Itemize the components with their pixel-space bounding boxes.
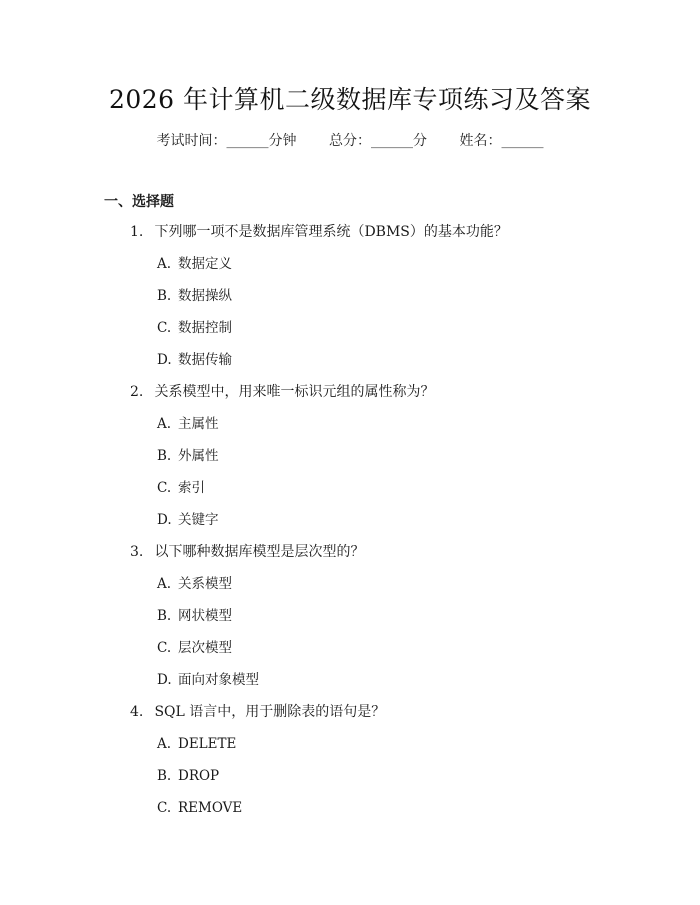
question-stem <box>0 220 700 252</box>
option-item <box>0 252 700 284</box>
question-stem <box>0 380 700 412</box>
option-text: REMOVE <box>178 800 243 816</box>
option-letter: A. <box>157 416 172 432</box>
option-text: 数据定义 <box>178 256 232 272</box>
option-text: 层次模型 <box>178 640 232 656</box>
option-letter: C. <box>157 640 172 656</box>
option-letter: B. <box>157 768 172 784</box>
option-text: 关系模型 <box>178 576 232 592</box>
question-item <box>0 220 700 380</box>
option-letter: B. <box>157 448 172 464</box>
option-item <box>0 476 700 508</box>
option-item <box>0 572 700 604</box>
question-stem <box>0 540 700 572</box>
option-item <box>0 412 700 444</box>
question-item <box>0 540 700 700</box>
document-title: 2026 年计算机二级数据库专项练习及答案 <box>108 85 592 114</box>
option-item <box>0 508 700 540</box>
option-text: 面向对象模型 <box>178 672 259 688</box>
option-item <box>0 348 700 380</box>
question-item <box>0 700 700 828</box>
question-list <box>0 220 700 828</box>
name-field: 姓名：______ <box>459 133 544 149</box>
question-text: SQL 语言中，用于删除表的语句是？ <box>154 704 386 720</box>
exam-meta <box>0 130 700 152</box>
question-stem <box>0 700 700 732</box>
option-text: 关键字 <box>178 512 219 528</box>
option-text: 数据操纵 <box>178 288 232 304</box>
option-item <box>0 444 700 476</box>
question-number: 3. <box>130 544 144 560</box>
option-item <box>0 636 700 668</box>
question-text: 以下哪种数据库模型是层次型的？ <box>154 544 365 560</box>
option-text: DROP <box>178 768 220 784</box>
option-letter: C. <box>157 480 172 496</box>
section-heading: 一、选择题 <box>104 194 174 210</box>
option-text: 索引 <box>178 480 205 496</box>
option-item <box>0 604 700 636</box>
option-letter: A. <box>157 256 172 272</box>
option-text: DELETE <box>178 736 237 752</box>
option-item <box>0 668 700 700</box>
exam-time-field: 考试时间：______分钟 <box>156 133 297 149</box>
option-item <box>0 284 700 316</box>
option-letter: D. <box>157 352 172 368</box>
question-number: 2. <box>130 384 144 400</box>
option-item <box>0 796 700 828</box>
option-letter: C. <box>157 800 172 816</box>
option-letter: D. <box>157 512 172 528</box>
option-item <box>0 732 700 764</box>
question-text: 下列哪一项不是数据库管理系统（DBMS）的基本功能？ <box>154 224 508 240</box>
option-text: 数据传输 <box>178 352 232 368</box>
option-item <box>0 316 700 348</box>
option-text: 主属性 <box>178 416 219 432</box>
option-letter: A. <box>157 736 172 752</box>
option-letter: D. <box>157 672 172 688</box>
option-letter: C. <box>157 320 172 336</box>
option-text: 网状模型 <box>178 608 232 624</box>
question-number: 1. <box>130 224 144 240</box>
question-text: 关系模型中，用来唯一标识元组的属性称为？ <box>154 384 435 400</box>
question-number: 4. <box>130 704 144 720</box>
option-letter: A. <box>157 576 172 592</box>
option-letter: B. <box>157 608 172 624</box>
option-text: 数据控制 <box>178 320 232 336</box>
option-item <box>0 764 700 796</box>
question-item <box>0 380 700 540</box>
option-text: 外属性 <box>178 448 219 464</box>
total-score-field: 总分：______分 <box>329 133 427 149</box>
option-letter: B. <box>157 288 172 304</box>
